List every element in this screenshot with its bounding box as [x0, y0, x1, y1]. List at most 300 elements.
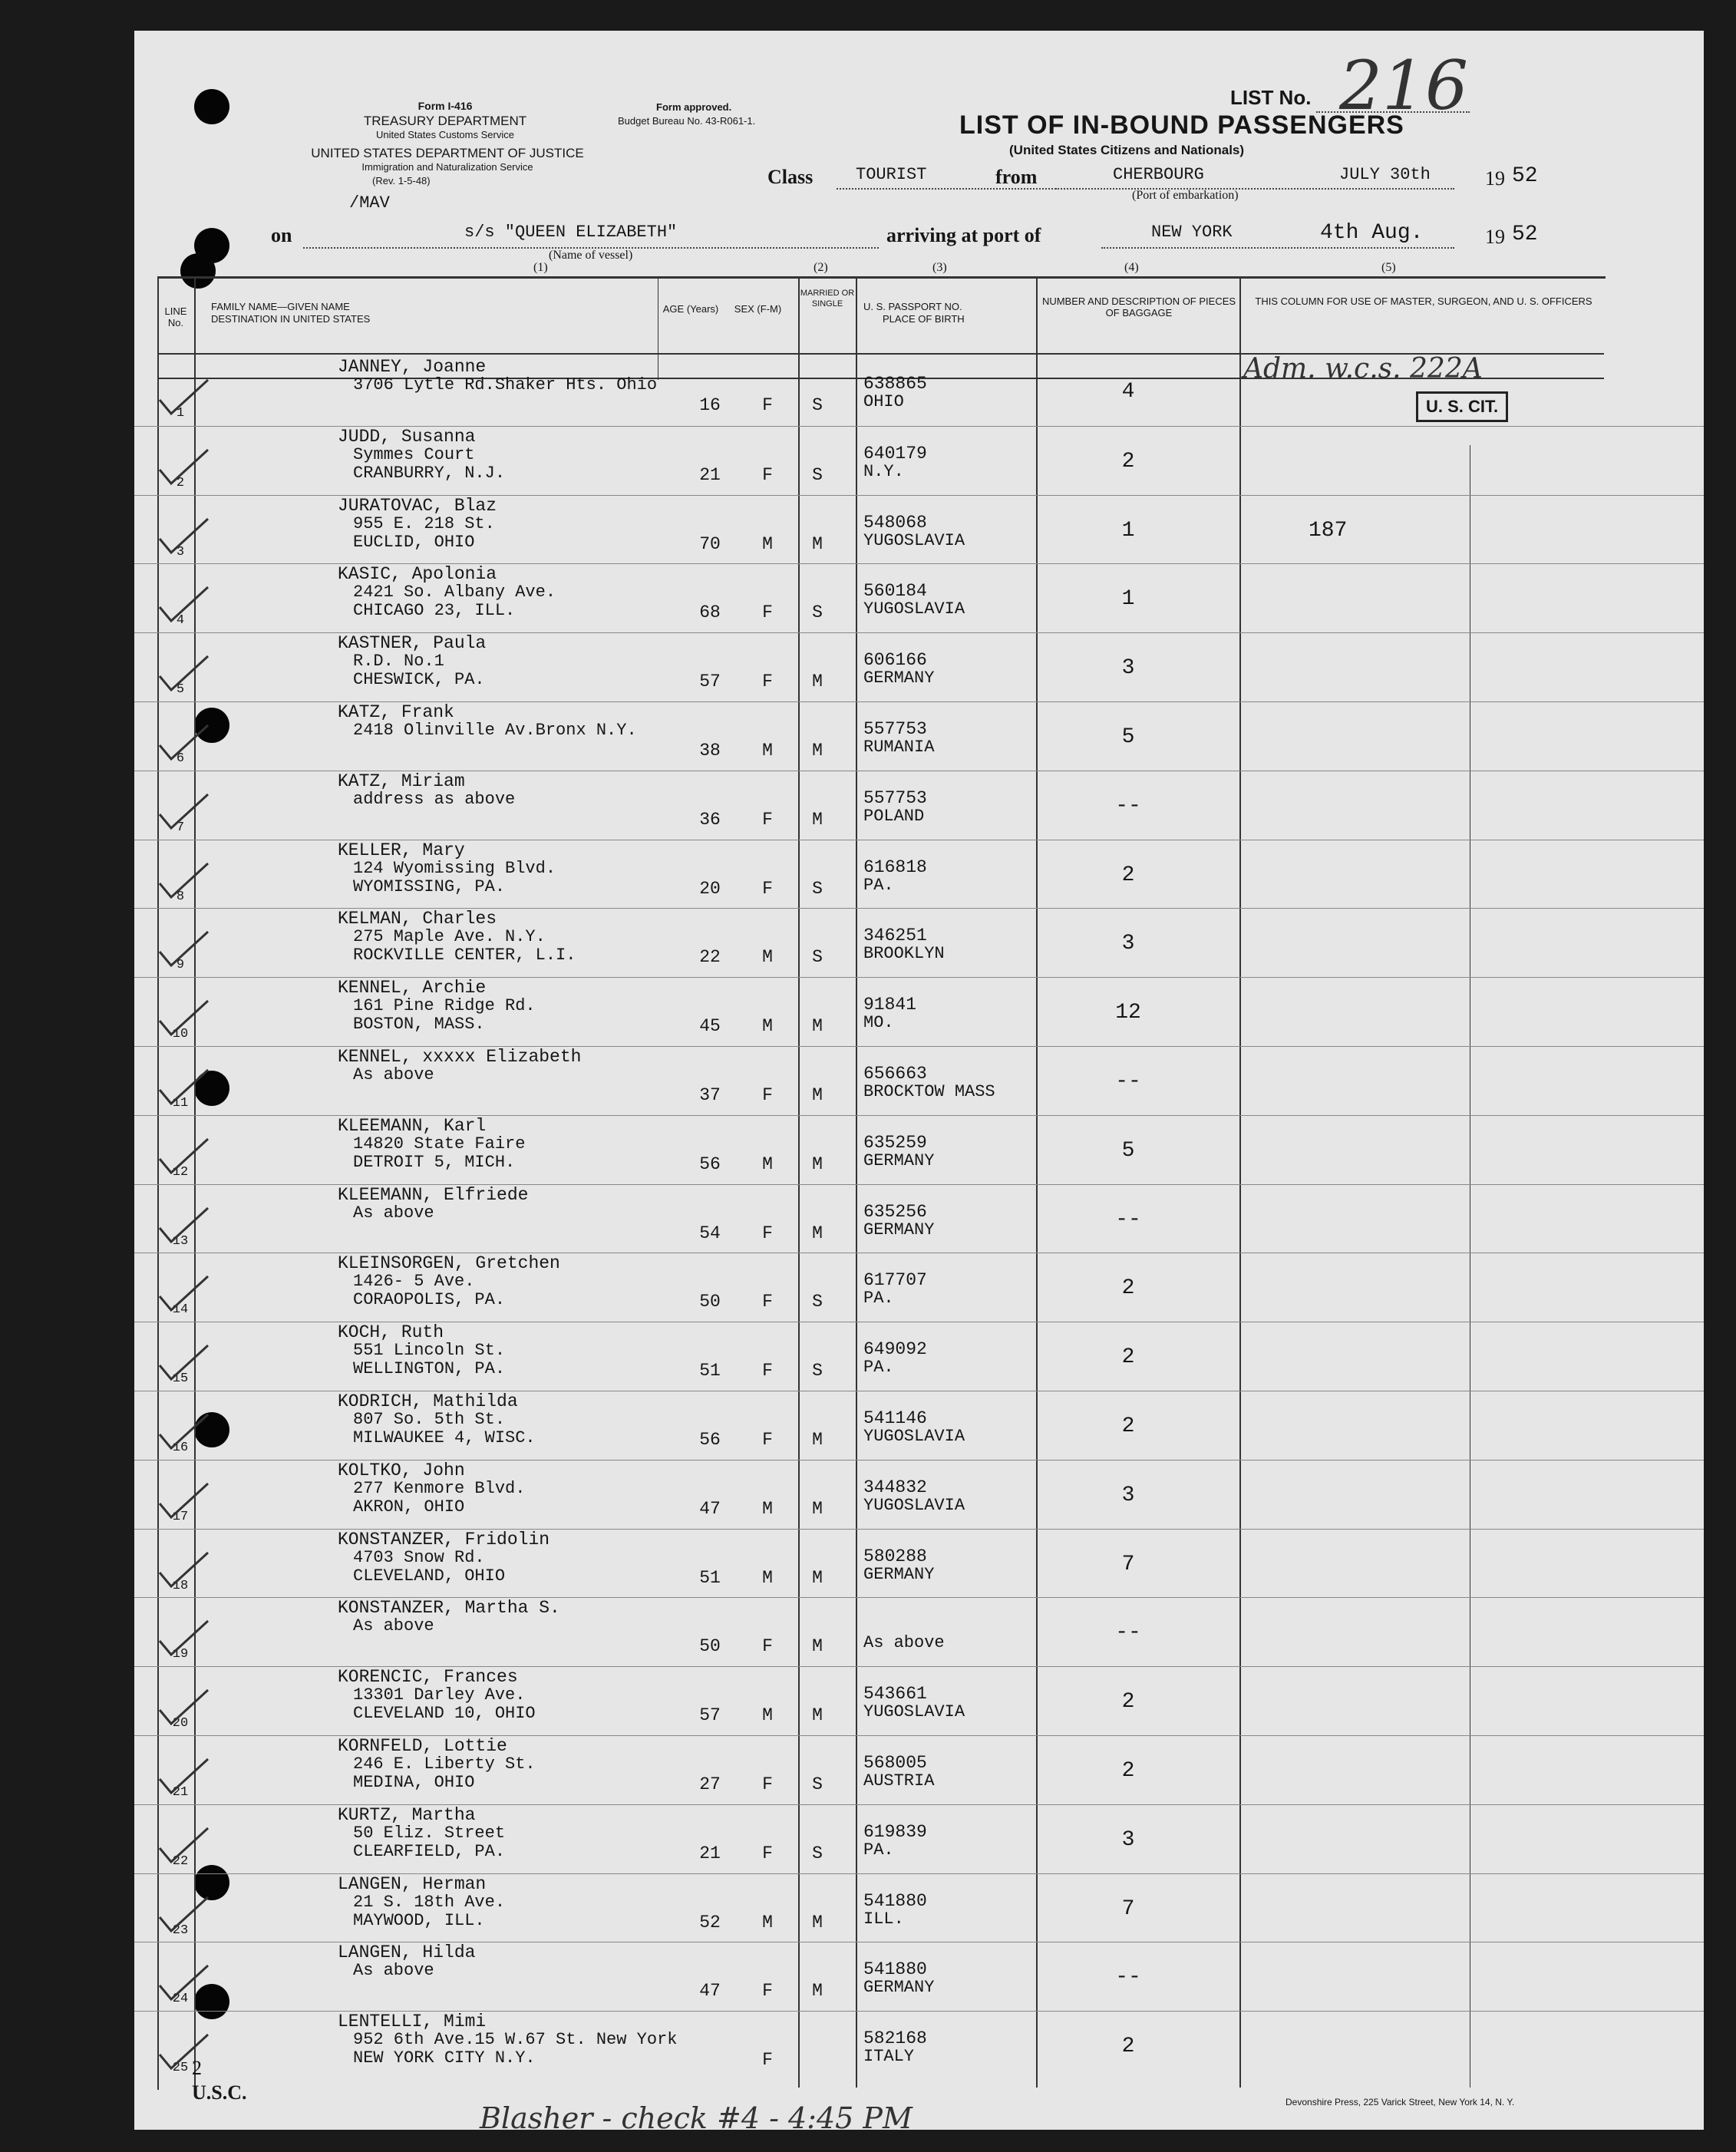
passenger-name: JANNEY, Joanne [338, 357, 487, 377]
age-cell: 21 [699, 1843, 721, 1863]
sex-cell: F [762, 672, 773, 692]
table-row [134, 1666, 1704, 1735]
marital-cell: M [812, 809, 823, 830]
sex-cell: F [762, 395, 773, 415]
table-row [134, 1115, 1704, 1184]
sex-cell: M [762, 1705, 773, 1726]
us-cit-stamp: U. S. CIT. [1416, 391, 1508, 422]
baggage-count: 4 [1121, 380, 1135, 404]
passenger-name: KORNFELD, Lottie [338, 1736, 507, 1756]
baggage-count: 5 [1121, 725, 1135, 749]
age-cell: 45 [699, 1016, 721, 1037]
baggage-count: 3 [1121, 1483, 1135, 1507]
baggage-count: 7 [1121, 1896, 1135, 1921]
col-ref-3: (3) [932, 261, 947, 274]
table-row [134, 1942, 1704, 2011]
marital-cell: S [812, 878, 823, 899]
place-of-birth: N.Y. [863, 461, 904, 481]
age-cell: 52 [699, 1912, 721, 1933]
baggage-count: -- [1115, 1621, 1141, 1645]
address-line-2: EUCLID, OHIO [353, 532, 475, 552]
address-line-2: ROCKVILLE CENTER, L.I. [353, 946, 576, 965]
age-cell: 27 [699, 1774, 721, 1794]
address-line-1: 246 E. Liberty St. [353, 1754, 536, 1774]
place-of-birth: RUMANIA [863, 738, 935, 757]
age-cell: 56 [699, 1154, 721, 1174]
passenger-name: KASIC, Apolonia [338, 564, 497, 585]
address-line-1: As above [353, 1203, 434, 1223]
address-line-1: 955 E. 218 St. [353, 513, 495, 533]
baggage-count: 2 [1121, 2035, 1135, 2059]
checkmark-icon [156, 653, 210, 693]
passport-number: 568005 [863, 1753, 927, 1773]
year-prefix-2: 19 [1485, 226, 1505, 248]
passenger-name: KLEEMANN, Elfriede [338, 1184, 529, 1205]
baggage-count: 3 [1121, 932, 1135, 956]
checkmark-icon [156, 1273, 210, 1313]
passport-number: 656663 [863, 1064, 927, 1084]
passenger-name: KENNEL, Archie [338, 978, 487, 998]
sex-cell: F [762, 1843, 773, 1863]
age-cell: 51 [699, 1361, 721, 1381]
address-line-2: AKRON, OHIO [353, 1497, 465, 1517]
baggage-count: 2 [1121, 863, 1135, 887]
col-officers: THIS COLUMN FOR USE OF MASTER, SURGEON, AND U. S. OFFICERS [1255, 295, 1592, 307]
passenger-name: JUDD, Susanna [338, 426, 476, 447]
checkmark-icon [156, 791, 210, 831]
sex-cell: M [762, 533, 773, 554]
on-label: on [271, 224, 292, 246]
baggage-count: -- [1115, 1070, 1141, 1094]
address-line-1: 952 6th Ave.15 W.67 St. New York [353, 2030, 678, 2050]
checkmark-icon [156, 1550, 210, 1589]
passenger-name: KODRICH, Mathilda [338, 1391, 518, 1411]
address-line-2: CRANBURRY, N.J. [353, 463, 506, 483]
form-approved: Form approved. [656, 101, 732, 113]
place-of-birth: PA. [863, 1289, 894, 1309]
marital-cell: S [812, 947, 823, 968]
baggage-count: -- [1115, 1207, 1141, 1232]
passenger-name: KELMAN, Charles [338, 909, 497, 929]
address-line-1: 13301 Darley Ave. [353, 1685, 526, 1705]
baggage-count: 2 [1121, 1690, 1135, 1715]
marital-cell: M [812, 1567, 823, 1588]
address-line-1: As above [353, 1616, 434, 1636]
address-line-2: WYOMISSING, PA. [353, 876, 506, 896]
table-row [134, 1391, 1704, 1460]
sex-cell: M [762, 1567, 773, 1588]
sex-cell: M [762, 1912, 773, 1933]
table-row [134, 977, 1704, 1046]
checkmark-icon [156, 1342, 210, 1382]
passenger-name: KONSTANZER, Martha S. [338, 1598, 560, 1619]
baggage-count: 1 [1121, 587, 1135, 612]
baggage-count: -- [1115, 794, 1141, 818]
baggage-count: 2 [1121, 1276, 1135, 1301]
checkmark-icon [156, 1136, 210, 1176]
line-number: 10 [172, 1027, 189, 1042]
checkmark-icon [156, 998, 210, 1038]
year-prefix: 19 [1485, 167, 1505, 190]
place-of-birth: GERMANY [863, 1220, 935, 1239]
justice-dept: UNITED STATES DEPARTMENT OF JUSTICE [311, 146, 584, 160]
from-value: CHERBOURG [1113, 165, 1204, 184]
place-of-birth: YUGOSLAVIA [863, 599, 965, 619]
passenger-name: KENNEL, xxxxx Elizabeth [338, 1047, 582, 1067]
marital-cell: M [812, 1223, 823, 1243]
marital-cell: M [812, 1498, 823, 1519]
sex-cell: M [762, 1498, 773, 1519]
place-of-birth: GERMANY [863, 1978, 935, 1998]
checkmark-icon [156, 1962, 210, 2002]
table-row [134, 1873, 1704, 1942]
passport-number: 640179 [863, 443, 927, 464]
place-of-birth: ITALY [863, 2047, 915, 2067]
checkmark-icon [156, 1687, 210, 1727]
form-subtitle: (United States Citizens and Nationals) [1009, 143, 1245, 157]
table-row [134, 908, 1704, 977]
table-row [134, 701, 1704, 771]
line-number: 4 [176, 613, 185, 629]
table-row [134, 1460, 1704, 1529]
class-value: TOURIST [856, 165, 927, 184]
passenger-name: KORENCIC, Frances [338, 1667, 518, 1688]
line-number: 2 [176, 475, 185, 490]
table-row [134, 1529, 1704, 1598]
baggage-count: 2 [1121, 449, 1135, 474]
passport-number: 580288 [863, 1546, 927, 1566]
table-row [134, 495, 1704, 564]
address-line-2: MEDINA, OHIO [353, 1773, 475, 1792]
table-row [134, 1804, 1704, 1873]
place-of-birth: MO. [863, 1013, 894, 1033]
address-line-1: 161 Pine Ridge Rd. [353, 996, 536, 1016]
officer-remark: 187 [1309, 518, 1348, 543]
marital-cell: S [812, 1292, 823, 1312]
sex-cell: F [762, 1223, 773, 1243]
address-line-2: WELLINGTON, PA. [353, 1359, 506, 1379]
age-cell: 56 [699, 1430, 721, 1450]
passport-number: 582168 [863, 2028, 927, 2049]
passport-number: 344832 [863, 1477, 927, 1497]
baggage-count: 1 [1121, 518, 1135, 543]
treasury-dept: TREASURY DEPARTMENT [363, 114, 527, 128]
address-line-1: 4703 Snow Rd. [353, 1547, 485, 1567]
passport-number: 548068 [863, 512, 927, 533]
col-destination: DESTINATION IN UNITED STATES [211, 313, 371, 325]
passport-number: 541880 [863, 1959, 927, 1980]
ins-service: Immigration and Naturalization Service [361, 161, 533, 173]
sex-cell: F [762, 2050, 773, 2071]
line-number: 13 [172, 1233, 189, 1249]
table-row [134, 1597, 1704, 1666]
passport-number: 616818 [863, 857, 927, 877]
passenger-name: KOCH, Ruth [338, 1322, 444, 1343]
marital-cell: S [812, 464, 823, 485]
marital-cell: M [812, 672, 823, 692]
sex-cell: F [762, 878, 773, 899]
passenger-name: LANGEN, Hilda [338, 1942, 476, 1963]
marital-cell: S [812, 1774, 823, 1794]
line-number: 1 [176, 406, 185, 421]
sex-cell: F [762, 1085, 773, 1105]
place-of-birth: YUGOSLAVIA [863, 1495, 965, 1515]
age-cell: 50 [699, 1292, 721, 1312]
place-of-birth: GERMANY [863, 1150, 935, 1170]
baggage-count: 12 [1115, 1001, 1141, 1025]
place-of-birth: ILL. [863, 1909, 904, 1929]
address-line-2: MAYWOOD, ILL. [353, 1910, 485, 1930]
place-of-birth: PA. [863, 1840, 894, 1860]
address-line-1: 275 Maple Ave. N.Y. [353, 927, 546, 947]
marital-cell: M [812, 1912, 823, 1933]
age-cell: 54 [699, 1223, 721, 1243]
table-row [134, 1184, 1704, 1253]
checkmark-icon [156, 929, 210, 969]
table-row [134, 771, 1704, 840]
passenger-name: KLEINSORGEN, Gretchen [338, 1253, 560, 1274]
passenger-name: LANGEN, Herman [338, 1873, 487, 1894]
col-ref-1: (1) [533, 261, 548, 274]
passport-number: 638865 [863, 374, 927, 394]
col-married: MARRIED OR SINGLE [800, 289, 855, 309]
marital-cell: M [812, 1154, 823, 1174]
checkmark-icon [156, 1756, 210, 1796]
address-line-1: As above [353, 1065, 434, 1084]
col-ref-4: (4) [1124, 261, 1139, 274]
place-of-birth: As above [863, 1633, 945, 1653]
sex-cell: M [762, 1016, 773, 1037]
sex-cell: F [762, 464, 773, 485]
marital-cell: M [812, 1430, 823, 1450]
marital-cell: M [812, 533, 823, 554]
checkmark-icon [156, 1480, 210, 1520]
table-row [134, 563, 1704, 632]
baggage-count: 2 [1121, 1345, 1135, 1370]
age-cell: 47 [699, 1498, 721, 1519]
place-of-birth: PA. [863, 875, 894, 895]
place-of-birth: YUGOSLAVIA [863, 530, 965, 550]
arriving-label: arriving at port of [886, 224, 1041, 246]
address-line-1: 1426- 5 Ave. [353, 1272, 475, 1292]
passport-number: 543661 [863, 1684, 927, 1705]
address-line-1: 124 Wyomissing Blvd. [353, 858, 556, 878]
passport-number: 541880 [863, 1890, 927, 1911]
sex-cell: F [762, 1636, 773, 1657]
place-of-birth: YUGOSLAVIA [863, 1702, 965, 1722]
baggage-count: 7 [1121, 1552, 1135, 1576]
marital-cell: M [812, 1636, 823, 1657]
address-line-1: 277 Kenmore Blvd. [353, 1478, 526, 1498]
line-number: 7 [176, 820, 185, 835]
passport-number: 557753 [863, 719, 927, 739]
passenger-name: LENTELLI, Mimi [338, 2012, 487, 2032]
sex-cell: F [762, 1774, 773, 1794]
list-no-label: LIST No. [1230, 86, 1312, 109]
form-number: Form I-416 [417, 100, 473, 112]
line-number: 23 [172, 1923, 189, 1938]
address-line-2: CLEVELAND 10, OHIO [353, 1704, 536, 1724]
passport-number: 91841 [863, 995, 917, 1015]
age-cell: 20 [699, 878, 721, 899]
sex-cell: M [762, 947, 773, 968]
address-line-1: 551 Lincoln St. [353, 1341, 506, 1361]
from-label: from [995, 166, 1038, 188]
marital-cell: M [812, 1016, 823, 1037]
passport-number: 635259 [863, 1132, 927, 1153]
address-line-1: 14820 State Faire [353, 1134, 526, 1154]
place-of-birth: OHIO [863, 392, 904, 411]
arrival-date: 4th Aug. [1320, 221, 1424, 245]
col-baggage: NUMBER AND DESCRIPTION OF PIECES OF BAGGAGE [1041, 295, 1236, 319]
passenger-list-sheet [134, 31, 1704, 2135]
arrival-port: NEW YORK [1151, 223, 1233, 242]
sex-cell: F [762, 602, 773, 623]
line-number: 19 [172, 1647, 189, 1662]
age-cell: 70 [699, 533, 721, 554]
line-number: 12 [172, 1164, 189, 1180]
address-line-2: CHICAGO 23, ILL. [353, 601, 516, 621]
address-line-1: address as above [353, 789, 516, 809]
address-line-1: 21 S. 18th Ave. [353, 1892, 506, 1912]
baggage-count: 3 [1121, 656, 1135, 681]
address-line-1: Symmes Court [353, 444, 475, 464]
passenger-name: KATZ, Frank [338, 702, 454, 722]
marital-cell: M [812, 1085, 823, 1105]
checkmark-icon [156, 1825, 210, 1865]
age-cell: 36 [699, 809, 721, 830]
passenger-rows [134, 357, 1704, 2084]
marital-cell: M [812, 1705, 823, 1726]
passport-number: 635256 [863, 1201, 927, 1222]
col-age: AGE (Years) [662, 303, 719, 315]
sex-cell: M [762, 1154, 773, 1174]
passport-number: 617707 [863, 1270, 927, 1291]
checkmark-icon [156, 584, 210, 624]
marital-cell: M [812, 741, 823, 761]
passport-number: 557753 [863, 787, 927, 808]
sex-cell: F [762, 1292, 773, 1312]
age-cell: 37 [699, 1085, 721, 1105]
sex-cell: F [762, 1430, 773, 1450]
sex-cell: F [762, 1981, 773, 2002]
age-cell: 47 [699, 1981, 721, 2002]
margin-number: 2 [192, 2057, 202, 2079]
table-row [134, 2011, 1704, 2080]
address-line-2: CLEARFIELD, PA. [353, 1841, 506, 1861]
checkmark-icon [156, 1894, 210, 1934]
baggage-count: 3 [1121, 1827, 1135, 1852]
marital-cell: S [812, 1361, 823, 1381]
baggage-count: 2 [1121, 1414, 1135, 1438]
table-row [134, 1046, 1704, 1115]
line-number: 5 [176, 682, 185, 698]
binder-hole [194, 89, 229, 124]
passport-number: 649092 [863, 1339, 927, 1360]
col-line-no: LINE No. [164, 305, 187, 328]
checkmark-icon [156, 377, 210, 417]
line-number: 15 [172, 1371, 189, 1387]
line-number: 20 [172, 1716, 189, 1731]
passenger-name: KELLER, Mary [338, 840, 465, 860]
line-number: 3 [176, 544, 185, 559]
table-row [134, 840, 1704, 909]
address-line-2: BOSTON, MASS. [353, 1015, 485, 1035]
passenger-name: KURTZ, Martha [338, 1804, 476, 1825]
address-line-2: DETROIT 5, MICH. [353, 1152, 516, 1172]
baggage-count: 5 [1121, 1138, 1135, 1163]
checkmark-icon [156, 1067, 210, 1107]
line-number: 25 [172, 2061, 189, 2076]
list-number: 216 [1339, 46, 1468, 125]
place-of-birth: GERMANY [863, 668, 935, 688]
col-name: FAMILY NAME—GIVEN NAME [211, 301, 350, 312]
sex-cell: M [762, 741, 773, 761]
marital-cell: S [812, 602, 823, 623]
checkmark-icon [156, 1411, 210, 1451]
usc-label: U.S.C. [192, 2081, 247, 2104]
line-number: 8 [176, 889, 185, 904]
sex-cell: F [762, 1361, 773, 1381]
line-number: 16 [172, 1441, 189, 1455]
age-cell: 68 [699, 602, 721, 623]
passport-number: 560184 [863, 581, 927, 602]
table-row [134, 1253, 1704, 1322]
place-of-birth: BROCKTOW MASS [863, 1082, 995, 1101]
passenger-name: KOLTKO, John [338, 1460, 465, 1480]
address-line-2: MILWAUKEE 4, WISC. [353, 1428, 536, 1447]
passport-number: 541146 [863, 1408, 927, 1428]
address-line-1: As above [353, 1961, 434, 1981]
baggage-count: 2 [1121, 1759, 1135, 1783]
handwritten-admission-note: Adm. w.c.s. 222A [1243, 353, 1483, 385]
passport-number: 346251 [863, 926, 927, 946]
vessel-note: (Name of vessel) [549, 249, 633, 262]
age-cell: 50 [699, 1636, 721, 1657]
line-number: 22 [172, 1853, 189, 1869]
place-of-birth: YUGOSLAVIA [863, 1427, 965, 1446]
place-of-birth: GERMANY [863, 1564, 935, 1584]
place-of-birth: PA. [863, 1358, 894, 1378]
address-line-2: NEW YORK CITY N.Y. [353, 2048, 536, 2068]
age-cell: 57 [699, 1705, 721, 1726]
address-line-1: 3706 Lytle Rd.Shaker Hts. Ohio [353, 375, 658, 394]
place-of-birth: POLAND [863, 806, 925, 826]
table-row [134, 426, 1704, 495]
checkmark-icon [156, 860, 210, 900]
age-cell: 22 [699, 947, 721, 968]
checkmark-icon [156, 1618, 210, 1658]
mav-code: /MAV [349, 193, 390, 213]
table-row [134, 1735, 1704, 1804]
age-cell: 16 [699, 395, 721, 415]
col-ref-2: (2) [814, 261, 828, 274]
line-number: 14 [172, 1302, 189, 1318]
passenger-name: KONSTANZER, Fridolin [338, 1529, 550, 1550]
line-number: 17 [172, 1509, 189, 1524]
age-cell: 21 [699, 464, 721, 485]
passenger-name: KLEEMANN, Karl [338, 1115, 487, 1136]
vessel-name: s/s "QUEEN ELIZABETH" [464, 223, 678, 242]
address-line-1: R.D. No.1 [353, 652, 444, 672]
line-number: 24 [172, 1992, 189, 2007]
address-line-2: CORAOPOLIS, PA. [353, 1290, 506, 1310]
address-line-1: 2421 So. Albany Ave. [353, 583, 556, 602]
checkmark-icon [156, 516, 210, 556]
marital-cell: S [812, 1843, 823, 1863]
line-number: 6 [176, 751, 185, 766]
handwritten-bottom-note: Blasher - check #4 - 4:45 PM [480, 2101, 913, 2135]
